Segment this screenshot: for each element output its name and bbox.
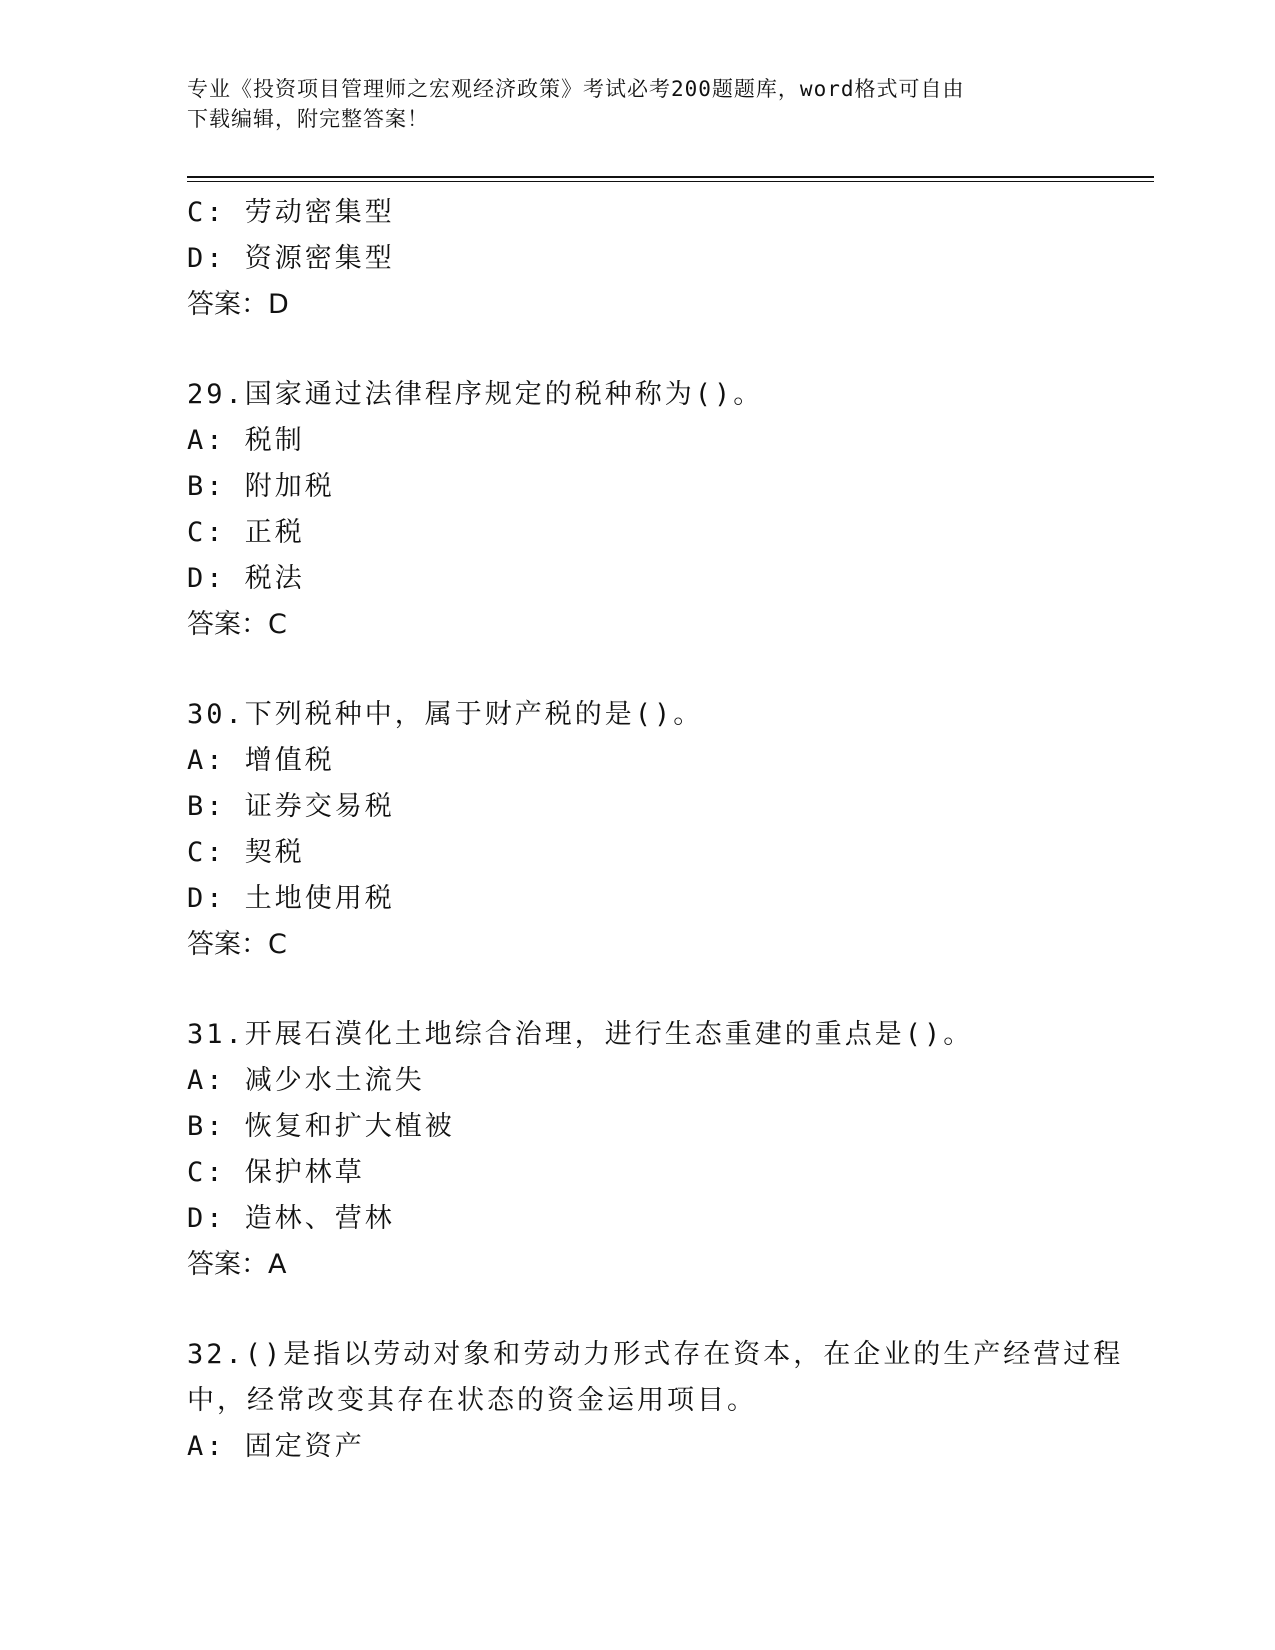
answer: 答案：C [187,609,287,640]
answer: 答案：A [187,1249,287,1280]
option-d: D: 税法 [187,563,305,594]
option-c: C: 保护林草 [187,1157,365,1188]
option-b: B: 证券交易税 [187,791,395,822]
option-a: A: 固定资产 [187,1431,365,1462]
option-d: D: 资源密集型 [187,243,395,274]
question-31 [187,1012,1107,1288]
answer: 答案：C [187,929,287,960]
option-b: B: 恢复和扩大植被 [187,1111,455,1142]
question-32 [187,1332,1124,1470]
header-divider-thick [187,176,1154,178]
header-line-2: 下载编辑，附完整答案！ [187,107,429,131]
question-list [187,190,1124,1470]
option-a: A: 增值税 [187,745,335,776]
question-text-line-1: 32.()是指以劳动对象和劳动力形式存在资本，在企业的生产经营过程 [187,1339,1124,1370]
question-text-line-2: 中，经常改变其存在状态的资金运用项目。 [187,1385,757,1416]
question-text: 30.下列税种中，属于财产税的是()。 [187,699,704,730]
option-d: D: 土地使用税 [187,883,395,914]
option-b: B: 附加税 [187,471,335,502]
question-text: 31.开展石漠化土地综合治理，进行生态重建的重点是()。 [187,1019,974,1050]
document-header [187,74,1087,134]
question-30 [187,692,1107,968]
option-c: C: 契税 [187,837,305,868]
question-text: 29.国家通过法律程序规定的税种称为()。 [187,379,764,410]
question-28-continued [187,190,1107,328]
option-a: A: 税制 [187,425,305,456]
option-d: D: 造林、营林 [187,1203,395,1234]
option-c: C: 劳动密集型 [187,197,395,228]
header-divider-thin [187,181,1154,182]
header-line-1: 专业《投资项目管理师之宏观经济政策》考试必考200题题库，word格式可自由 [187,77,965,101]
option-a: A: 减少水土流失 [187,1065,425,1096]
question-29 [187,372,1107,648]
option-c: C: 正税 [187,517,305,548]
answer: 答案：D [187,289,289,320]
